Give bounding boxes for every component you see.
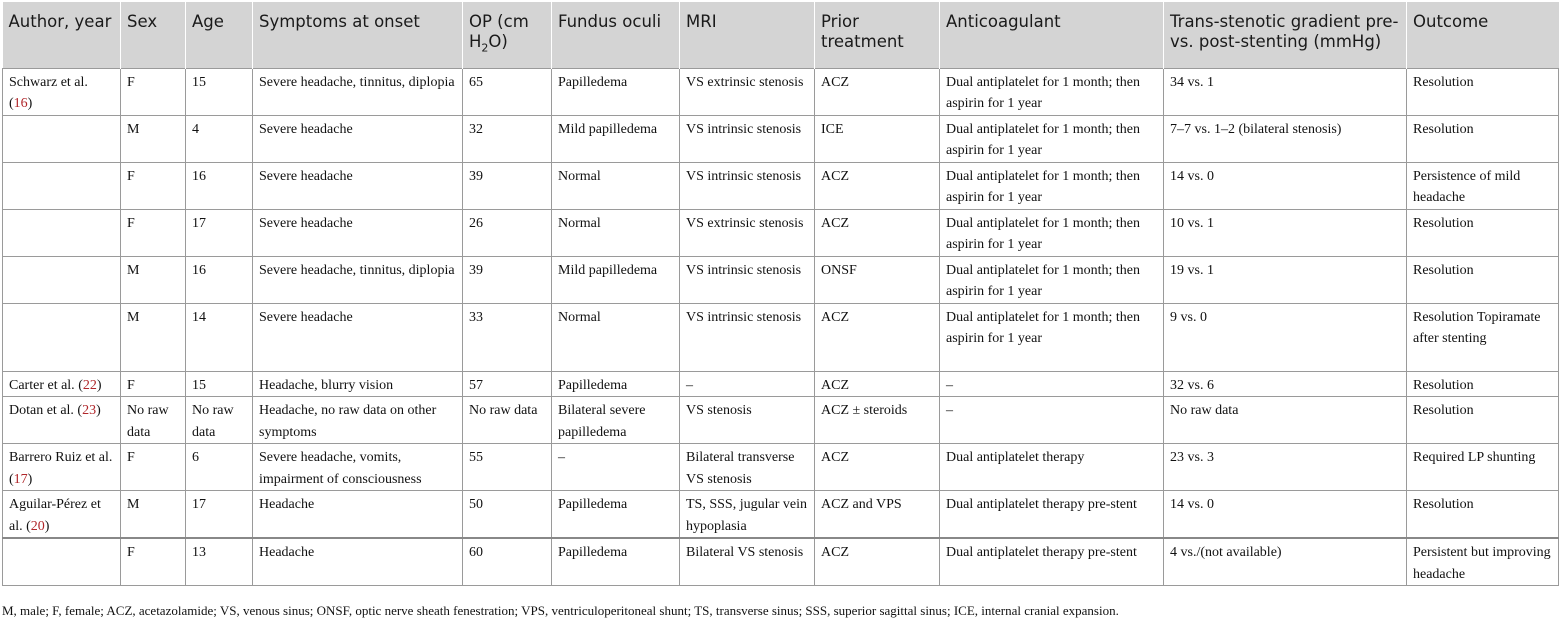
cell-gradient [1164,68,1407,115]
cell-anticoag [940,209,1164,256]
cell-sex [121,371,186,397]
cell-mri [680,209,815,256]
cell-fundus [552,68,680,115]
header-sex: Sex [121,2,186,68]
cell-symptoms-text: Severe headache, tinnitus, diplopia [259,262,455,278]
reference-link[interactable]: 23 [82,403,97,418]
cell-symptoms [253,209,463,256]
table-row [3,162,1559,209]
cell-fundus [552,115,680,162]
cell-mri [680,538,815,586]
cell-anticoag-text: Dual antiplatelet for 1 month; then aspirin for 1 year [946,74,1141,111]
cell-op-text: 60 [469,545,483,560]
cell-prior [815,444,940,491]
cell-author-text: Carter et al. [9,377,75,393]
cell-gradient-text: 9 vs. 0 [1170,309,1207,325]
cell-symptoms [253,68,463,115]
cell-fundus-text: Normal [558,168,601,184]
cell-fundus-text: Bilateral severe papilledema [558,403,646,440]
cell-fundus [552,256,680,303]
cell-sex [121,538,186,586]
table-row [3,397,1559,444]
cell-outcome-text: Resolution Topiramate after stenting [1413,309,1541,346]
table-footnote: M, male; F, female; ACZ, acetazolamide; VS, venous sinus; ONSF, optic nerve sheath fenestration; VPS, ventriculoperitoneal shunt; TS, transverse sinus; SSS, superior sagittal sinus; ICE, internal cranial expansion. [2,603,1119,618]
cell-author: Schwarz et al. (16) [3,68,121,115]
cell-op-text: 32 [469,121,483,137]
cell-gradient [1164,397,1407,444]
cell-symptoms [253,115,463,162]
cell-sex [121,397,186,444]
cell-fundus-text: Mild papilledema [558,262,658,278]
cell-sex [121,162,186,209]
cell-gradient [1164,491,1407,539]
cell-sex-text: No raw data [127,403,169,440]
cell-op [463,162,552,209]
cell-mri-text: TS, SSS, jugular vein hypoplasia [686,497,807,534]
cell-outcome-text: Persistent but improving headache [1413,545,1551,582]
cell-prior [815,491,940,539]
cell-fundus-text: Papilledema [558,497,628,512]
cell-op-text: 55 [469,450,483,465]
cell-gradient [1164,371,1407,397]
cell-outcome-text: Resolution [1413,215,1474,231]
cell-anticoag [940,256,1164,303]
cell-mri-text: VS intrinsic stenosis [686,168,802,184]
cell-outcome [1407,397,1559,444]
cell-op [463,209,552,256]
header-outcome: Outcome [1407,2,1559,68]
cell-symptoms-text: Severe headache [259,309,353,325]
cell-sex [121,444,186,491]
cell-gradient [1164,303,1407,371]
cell-mri [680,68,815,115]
cell-gradient [1164,538,1407,586]
cell-mri-text: VS stenosis [686,403,752,418]
cell-outcome [1407,162,1559,209]
cell-author [3,256,121,303]
cell-author: Aguilar-Pérez et al. (20) [3,491,121,539]
cell-prior-text: ACZ [821,168,849,184]
cell-symptoms [253,371,463,397]
cell-outcome [1407,68,1559,115]
cell-outcome [1407,209,1559,256]
case-table [2,2,1559,586]
cell-symptoms-text: Severe headache [259,168,353,184]
cell-fundus [552,303,680,371]
cell-op-text: 33 [469,309,483,325]
cell-op-text: 26 [469,215,483,231]
header-op: OP (cm $H_2O$) [463,2,552,68]
cell-age-text: 15 [192,74,206,90]
cell-anticoag-text: Dual antiplatelet for 1 month; then aspirin for 1 year [946,309,1141,346]
cell-age-text: 14 [192,309,206,325]
cell-op [463,115,552,162]
cell-sex-text: F [127,545,135,560]
cell-author: Carter et al. (22) [3,371,121,397]
cell-mri-text: – [686,377,693,393]
cell-anticoag [940,444,1164,491]
cell-symptoms-text: Headache, no raw data on other symptoms [259,403,437,440]
cell-author [3,162,121,209]
cell-author-text: Aguilar-Pérez et al. [9,497,101,534]
cell-gradient-text: 34 vs. 1 [1170,74,1214,90]
table-body [3,68,1559,586]
cell-fundus [552,371,680,397]
cell-author [3,115,121,162]
cell-gradient-text: 19 vs. 1 [1170,262,1214,278]
reference-link[interactable]: 17 [13,471,28,487]
cell-sex-text: M [127,497,140,512]
cell-age-text: 6 [192,450,199,465]
cell-gradient [1164,444,1407,491]
cell-anticoag-text: – [946,403,953,418]
cell-gradient [1164,256,1407,303]
cell-outcome-text: Resolution [1413,497,1474,512]
cell-prior-text: ONSF [821,262,857,278]
cell-outcome-text: Resolution [1413,262,1474,278]
cell-outcome [1407,371,1559,397]
cell-anticoag-text: – [946,377,953,393]
cell-anticoag [940,491,1164,539]
cell-fundus [552,491,680,539]
header-symptoms: Symptoms at onset [253,2,463,68]
cell-outcome-text: Resolution [1413,403,1474,418]
table-row [3,371,1559,397]
cell-age-text: No raw data [192,403,234,440]
cell-mri-text: VS intrinsic stenosis [686,309,802,325]
cell-symptoms [253,444,463,491]
cell-prior [815,303,940,371]
cell-op-text: No raw data [469,403,538,418]
cell-op [463,256,552,303]
cell-anticoag-text: Dual antiplatelet for 1 month; then aspirin for 1 year [946,121,1141,158]
cell-prior [815,209,940,256]
header-fundus: Fundus oculi [552,2,680,68]
header-author: Author, year [3,2,121,68]
cell-prior-text: ACZ [821,450,849,465]
cell-prior [815,115,940,162]
cell-outcome-text: Resolution [1413,377,1474,393]
header-row [3,2,1559,68]
cell-author [3,538,121,586]
cell-symptoms-text: Severe headache, tinnitus, diplopia [259,74,455,90]
cell-prior-text: ACZ [821,377,849,393]
cell-outcome [1407,444,1559,491]
cell-sex [121,68,186,115]
cell-op [463,303,552,371]
cell-anticoag [940,371,1164,397]
cell-symptoms-text: Headache [259,545,315,560]
cell-sex-text: M [127,309,140,325]
cell-outcome [1407,256,1559,303]
cell-age [186,68,253,115]
cell-author-text: Dotan et al. [9,403,74,418]
cell-outcome [1407,115,1559,162]
reference-link[interactable]: 22 [82,377,97,393]
table-row [3,444,1559,491]
table-row [3,115,1559,162]
cell-sex-text: F [127,450,135,465]
cell-fundus [552,162,680,209]
cell-gradient-text: 32 vs. 6 [1170,377,1214,393]
cell-symptoms [253,303,463,371]
cell-author [3,303,121,371]
cell-prior [815,68,940,115]
cell-outcome-text: Persistence of mild headache [1413,168,1521,205]
cell-age [186,303,253,371]
cell-mri-text: VS intrinsic stenosis [686,121,802,137]
cell-age-text: 4 [192,121,199,137]
cell-sex-text: F [127,215,135,231]
cell-fundus-text: Papilledema [558,74,628,90]
cell-gradient-text: 14 vs. 0 [1170,168,1214,184]
cell-mri [680,303,815,371]
cell-sex-text: M [127,121,140,137]
cell-symptoms-text: Severe headache [259,215,353,231]
cell-sex-text: F [127,377,135,393]
cell-gradient [1164,162,1407,209]
cell-anticoag-text: Dual antiplatelet therapy pre-stent [946,545,1137,560]
cell-age-text: 16 [192,168,206,184]
cell-mri-text: VS extrinsic stenosis [686,74,804,90]
cell-age [186,371,253,397]
cell-symptoms-text: Severe headache, vomits, impairment of consciousness [259,450,422,487]
cell-prior-text: ACZ [821,74,849,90]
cell-outcome [1407,538,1559,586]
cell-prior [815,162,940,209]
cell-symptoms-text: Headache [259,497,315,512]
cell-op-text: 39 [469,168,483,184]
header-mri: MRI [680,2,815,68]
cell-prior [815,538,940,586]
cell-author-text: Schwarz et al. [9,74,88,90]
cell-prior-text: ACZ and VPS [821,497,902,512]
cell-age-text: 17 [192,215,206,231]
cell-prior [815,256,940,303]
cell-sex-text: M [127,262,140,278]
cell-fundus-text: Papilledema [558,545,628,560]
cell-fundus [552,397,680,444]
table-row [3,68,1559,115]
cell-op [463,491,552,539]
cell-op [463,397,552,444]
cell-fundus-text: Mild papilledema [558,121,658,137]
cell-sex [121,115,186,162]
cell-gradient-text: No raw data [1170,403,1239,418]
header-gradient: Trans-stenotic gradient pre- vs. post-stenting (mmHg) [1164,2,1407,68]
reference-link[interactable]: 16 [13,96,28,111]
cell-outcome-text: Required LP shunting [1413,450,1536,465]
cell-prior [815,397,940,444]
cell-fundus [552,444,680,491]
cell-symptoms [253,397,463,444]
cell-sex [121,303,186,371]
cell-age [186,256,253,303]
cell-anticoag [940,68,1164,115]
cell-mri [680,444,815,491]
cell-prior-text: ACZ ± steroids [821,403,908,418]
cell-sex [121,209,186,256]
cell-outcome [1407,303,1559,371]
cell-op-text: 57 [469,377,483,393]
cell-op-text: 39 [469,262,483,278]
cell-gradient [1164,209,1407,256]
cell-mri [680,397,815,444]
cell-age [186,209,253,256]
cell-age [186,538,253,586]
cell-anticoag [940,162,1164,209]
cell-mri-text: VS extrinsic stenosis [686,215,804,231]
cell-mri-text: Bilateral transverse VS stenosis [686,450,795,487]
cell-op [463,68,552,115]
cell-op [463,371,552,397]
cell-sex-text: F [127,74,135,90]
reference-link[interactable]: 20 [30,518,45,534]
cell-age-text: 13 [192,545,206,560]
cell-outcome-text: Resolution [1413,74,1474,90]
cell-anticoag-text: Dual antiplatelet for 1 month; then aspirin for 1 year [946,262,1141,299]
cell-anticoag [940,397,1164,444]
cell-mri-text: Bilateral VS stenosis [686,545,804,560]
cell-author [3,209,121,256]
cell-age-text: 15 [192,377,206,393]
cell-op [463,444,552,491]
cell-prior-text: ICE [821,121,844,137]
table-container [2,2,1558,586]
cell-symptoms [253,491,463,539]
cell-age-text: 16 [192,262,206,278]
cell-anticoag [940,538,1164,586]
cell-op-text: 50 [469,497,483,512]
cell-prior [815,371,940,397]
cell-gradient-text: 4 vs./(not available) [1170,545,1282,560]
cell-age [186,397,253,444]
cell-age [186,115,253,162]
cell-fundus-text: Normal [558,309,601,325]
cell-outcome-text: Resolution [1413,121,1474,137]
cell-anticoag [940,115,1164,162]
header-age: Age [186,2,253,68]
cell-fundus [552,209,680,256]
cell-gradient-text: 10 vs. 1 [1170,215,1214,231]
cell-mri [680,256,815,303]
table-row [3,491,1559,539]
cell-prior-text: ACZ [821,545,849,560]
cell-symptoms [253,538,463,586]
table-row [3,209,1559,256]
cell-prior-text: ACZ [821,215,849,231]
cell-author: Dotan et al. (23) [3,397,121,444]
cell-anticoag [940,303,1164,371]
cell-fundus [552,538,680,586]
header-anticoagulant: Anticoagulant [940,2,1164,68]
cell-gradient [1164,115,1407,162]
cell-gradient-text: 14 vs. 0 [1170,497,1214,512]
cell-symptoms-text: Headache, blurry vision [259,377,394,393]
cell-mri [680,491,815,539]
cell-age [186,491,253,539]
cell-fundus-text: Normal [558,215,601,231]
cell-author-text: Barrero Ruiz et al. [9,450,113,465]
cell-author: Barrero Ruiz et al. (17) [3,444,121,491]
header-prior-treatment: Prior treatment [815,2,940,68]
cell-mri [680,162,815,209]
cell-symptoms-text: Severe headache [259,121,353,137]
cell-op-text: 65 [469,74,483,90]
cell-anticoag-text: Dual antiplatelet for 1 month; then aspirin for 1 year [946,215,1141,252]
cell-age [186,444,253,491]
cell-sex [121,256,186,303]
cell-mri-text: VS intrinsic stenosis [686,262,802,278]
cell-mri [680,371,815,397]
cell-anticoag-text: Dual antiplatelet for 1 month; then aspirin for 1 year [946,168,1141,205]
cell-age-text: 17 [192,497,206,512]
cell-sex-text: F [127,168,135,184]
cell-age [186,162,253,209]
cell-fundus-text: Papilledema [558,377,628,393]
cell-gradient-text: 7–7 vs. 1–2 (bilateral stenosis) [1170,121,1342,137]
cell-prior-text: ACZ [821,309,849,325]
cell-anticoag-text: Dual antiplatelet therapy [946,450,1085,465]
table-row [3,256,1559,303]
cell-anticoag-text: Dual antiplatelet therapy pre-stent [946,497,1137,512]
cell-mri [680,115,815,162]
cell-gradient-text: 23 vs. 3 [1170,450,1214,465]
cell-symptoms [253,256,463,303]
cell-outcome [1407,491,1559,539]
cell-fundus-text: – [558,450,565,465]
cell-op [463,538,552,586]
cell-sex [121,491,186,539]
table-row [3,303,1559,371]
cell-symptoms [253,162,463,209]
table-row [3,538,1559,586]
